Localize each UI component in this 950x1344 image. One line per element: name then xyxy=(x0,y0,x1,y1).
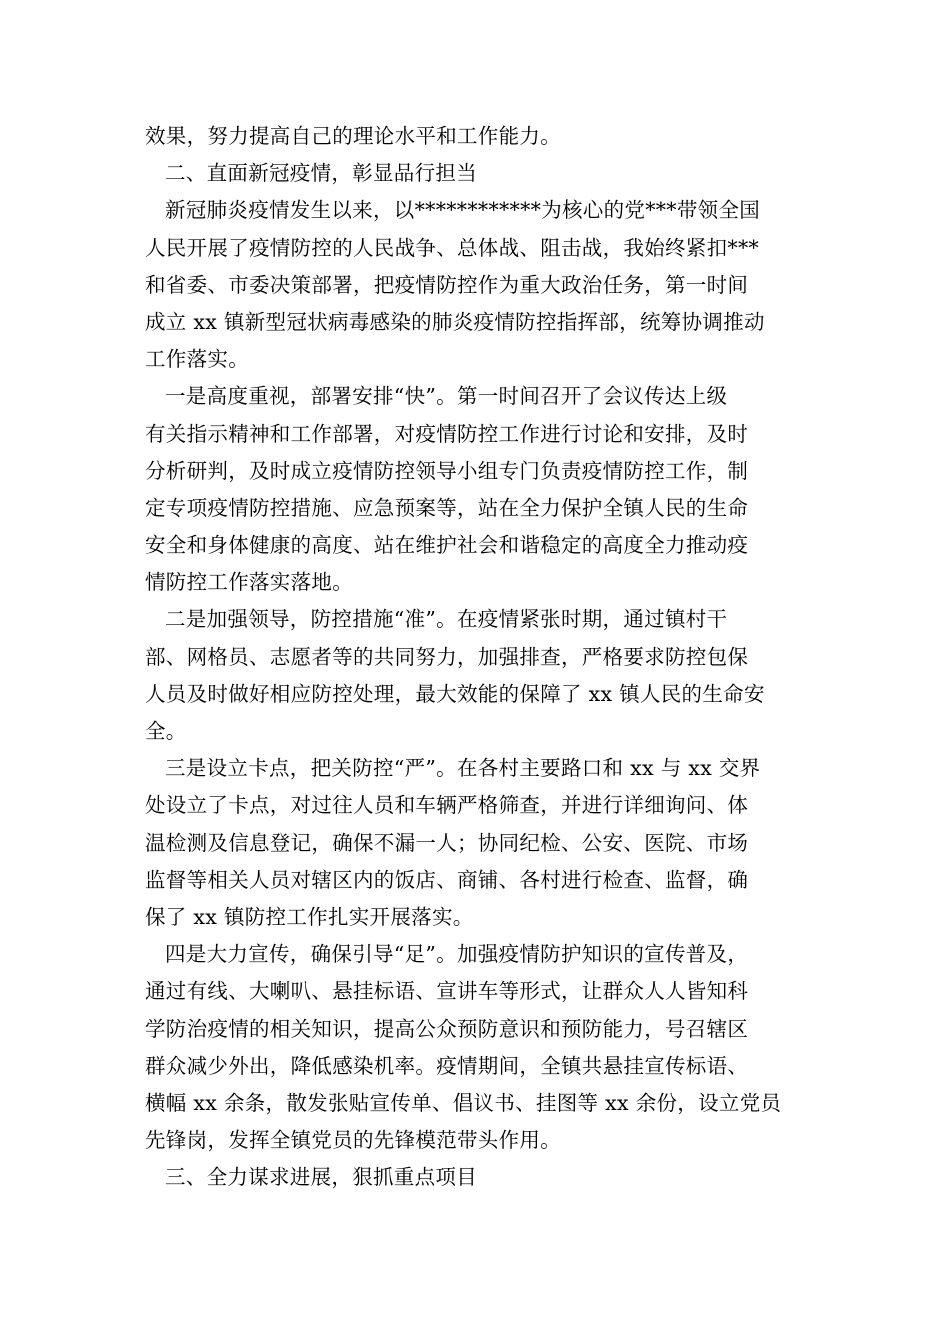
paragraph-point-one xyxy=(145,378,810,601)
text-line: 监督等相关人员对辖区内的饭店、商铺、各村进行检查、监督，确 xyxy=(145,867,749,892)
heading-text: 三、全力谋求进展，狠抓重点项目 xyxy=(165,1165,477,1190)
paragraph-point-three xyxy=(145,750,810,936)
text-line: 通过有线、大喇叭、悬挂标语、宣讲车等形式，让群众人人皆知科 xyxy=(145,979,749,1004)
text-line: 群众减少外出，降低感染机率。疫情期间，全镇共悬挂宣传标语、 xyxy=(145,1053,749,1078)
text-line: 人民开展了疫情防控的人民战争、总体战、阻击战，我始终紧扣*** xyxy=(145,235,760,260)
text-line: 温检测及信息登记，确保不漏一人；协同纪检、公安、医院、市场 xyxy=(145,830,749,855)
heading-text: 二、直面新冠疫情，彰显品行担当 xyxy=(165,161,477,186)
text-line: 学防治疫情的相关知识，提高公众预防意识和预防能力，号召辖区 xyxy=(145,1016,749,1041)
text-line: 二是加强领导，防控措施“准”。在疫情紧张时期，通过镇村干 xyxy=(165,607,728,632)
text-line: 部、网格员、志愿者等的共同努力，加强排查，严格要求防控包保 xyxy=(145,644,749,669)
text-line: 四是大力宣传，确保引导“足”。加强疫情防护知识的宣传普及， xyxy=(165,942,749,967)
text-line: 横幅 xx 余条，散发张贴宣传单、倡议书、挂图等 xx 余份，设立党员 xyxy=(145,1090,782,1115)
paragraph-continuation xyxy=(145,118,810,155)
text-line: 新冠肺炎疫情发生以来，以************为核心的党***带领全国 xyxy=(165,198,761,223)
text-line: 先锋岗，发挥全镇党员的先锋模范带头作用。 xyxy=(145,1128,561,1153)
text-line: 全。 xyxy=(145,719,187,743)
text-line: 人员及时做好相应防控处理，最大效能的保障了 xx 镇人民的生命安 xyxy=(145,681,765,706)
text-line: 效果，努力提高自己的理论水平和工作能力。 xyxy=(145,124,561,148)
section-heading-2 xyxy=(145,155,810,192)
text-line: 定专项疫情防控措施、应急预案等，站在全力保护全镇人民的生命 xyxy=(145,495,749,520)
paragraph-point-two xyxy=(145,601,810,750)
text-line: 保了 xx 镇防控工作扎实开展落实。 xyxy=(145,904,474,929)
text-line: 工作落实。 xyxy=(145,347,249,372)
text-line: 成立 xx 镇新型冠状病毒感染的肺炎疫情防控指挥部，统筹协调推动 xyxy=(145,309,765,334)
section-heading-3 xyxy=(145,1159,810,1196)
paragraph-epidemic-intro xyxy=(145,192,810,378)
text-line: 情防控工作落实落地。 xyxy=(145,570,353,595)
text-line: 三是设立卡点，把关防控“严”。在各村主要路口和 xx 与 xx 交界 xyxy=(165,756,761,781)
text-line: 和省委、市委决策部署，把疫情防控作为重大政治任务，第一时间 xyxy=(145,272,749,297)
text-line: 一是高度重视，部署安排“快”。第一时间召开了会议传达上级 xyxy=(165,384,728,409)
document-page xyxy=(145,118,810,1196)
paragraph-point-four xyxy=(145,936,810,1159)
text-line: 分析研判，及时成立疫情防控领导小组专门负责疫情防控工作，制 xyxy=(145,458,749,483)
text-line: 有关指示精神和工作部署，对疫情防控工作进行讨论和安排，及时 xyxy=(145,421,749,446)
text-line: 安全和身体健康的高度、站在维护社会和谐稳定的高度全力推动疫 xyxy=(145,533,749,558)
text-line: 处设立了卡点，对过往人员和车辆严格筛查，并进行详细询问、体 xyxy=(145,793,749,818)
